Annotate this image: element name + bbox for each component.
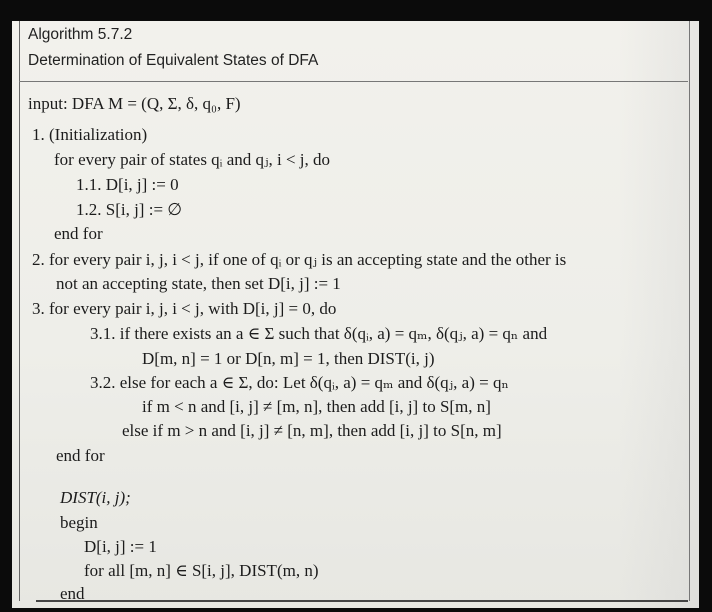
algorithm-title: Determination of Equivalent States of DFA xyxy=(28,52,319,69)
dist-signature: DIST(i, j); xyxy=(60,488,131,507)
step-2: 2. for every pair i, j, i < j, if one of qᵢ or qⱼ is an accepting state and the other is xyxy=(32,250,567,269)
header-separator xyxy=(19,81,688,82)
step-3-1-cont: D[m, n] = 1 or D[n, m] = 1, then DIST(i, j) xyxy=(142,349,435,368)
input-line: input: DFA M = (Q, Σ, δ, q₀, F) xyxy=(28,94,241,113)
step-3-1: 3.1. if there exists an a ∈ Σ such that δ(qᵢ, a) = qₘ, δ(qⱼ, a) = qₙ and xyxy=(90,324,548,343)
step-3-2-else-if: else if m > n and [i, j] ≠ [n, m], then add [i, j] to S[n, m] xyxy=(122,421,502,440)
step-1-loop: for every pair of states qᵢ and qⱼ, i < j, do xyxy=(54,150,331,169)
step-3-end: end for xyxy=(56,446,105,465)
dist-loop: for all [m, n] ∈ S[i, j], DIST(m, n) xyxy=(84,561,319,580)
step-3-2: 3.2. else for each a ∈ Σ, do: Let δ(qᵢ, a) = qₘ and δ(qⱼ, a) = qₙ xyxy=(90,373,509,392)
step-1: 1. (Initialization) xyxy=(32,125,148,144)
step-1-1: 1.1. D[i, j] := 0 xyxy=(76,175,179,194)
step-2-cont: not an accepting state, then set D[i, j] := 1 xyxy=(56,274,341,293)
step-1-2: 1.2. S[i, j] := ∅ xyxy=(76,200,183,219)
dist-begin: begin xyxy=(60,513,98,532)
step-1-end: end for xyxy=(54,224,103,243)
step-3-2-if: if m < n and [i, j] ≠ [m, n], then add [i, j] to S[m, n] xyxy=(142,397,491,416)
dist-end: end xyxy=(60,584,85,603)
book-page xyxy=(12,21,699,608)
algorithm-label: Algorithm 5.7.2 xyxy=(28,26,133,43)
bottom-rule xyxy=(36,600,688,602)
step-3: 3. for every pair i, j, i < j, with D[i, j] = 0, do xyxy=(32,299,337,318)
dist-assign: D[i, j] := 1 xyxy=(84,537,157,556)
